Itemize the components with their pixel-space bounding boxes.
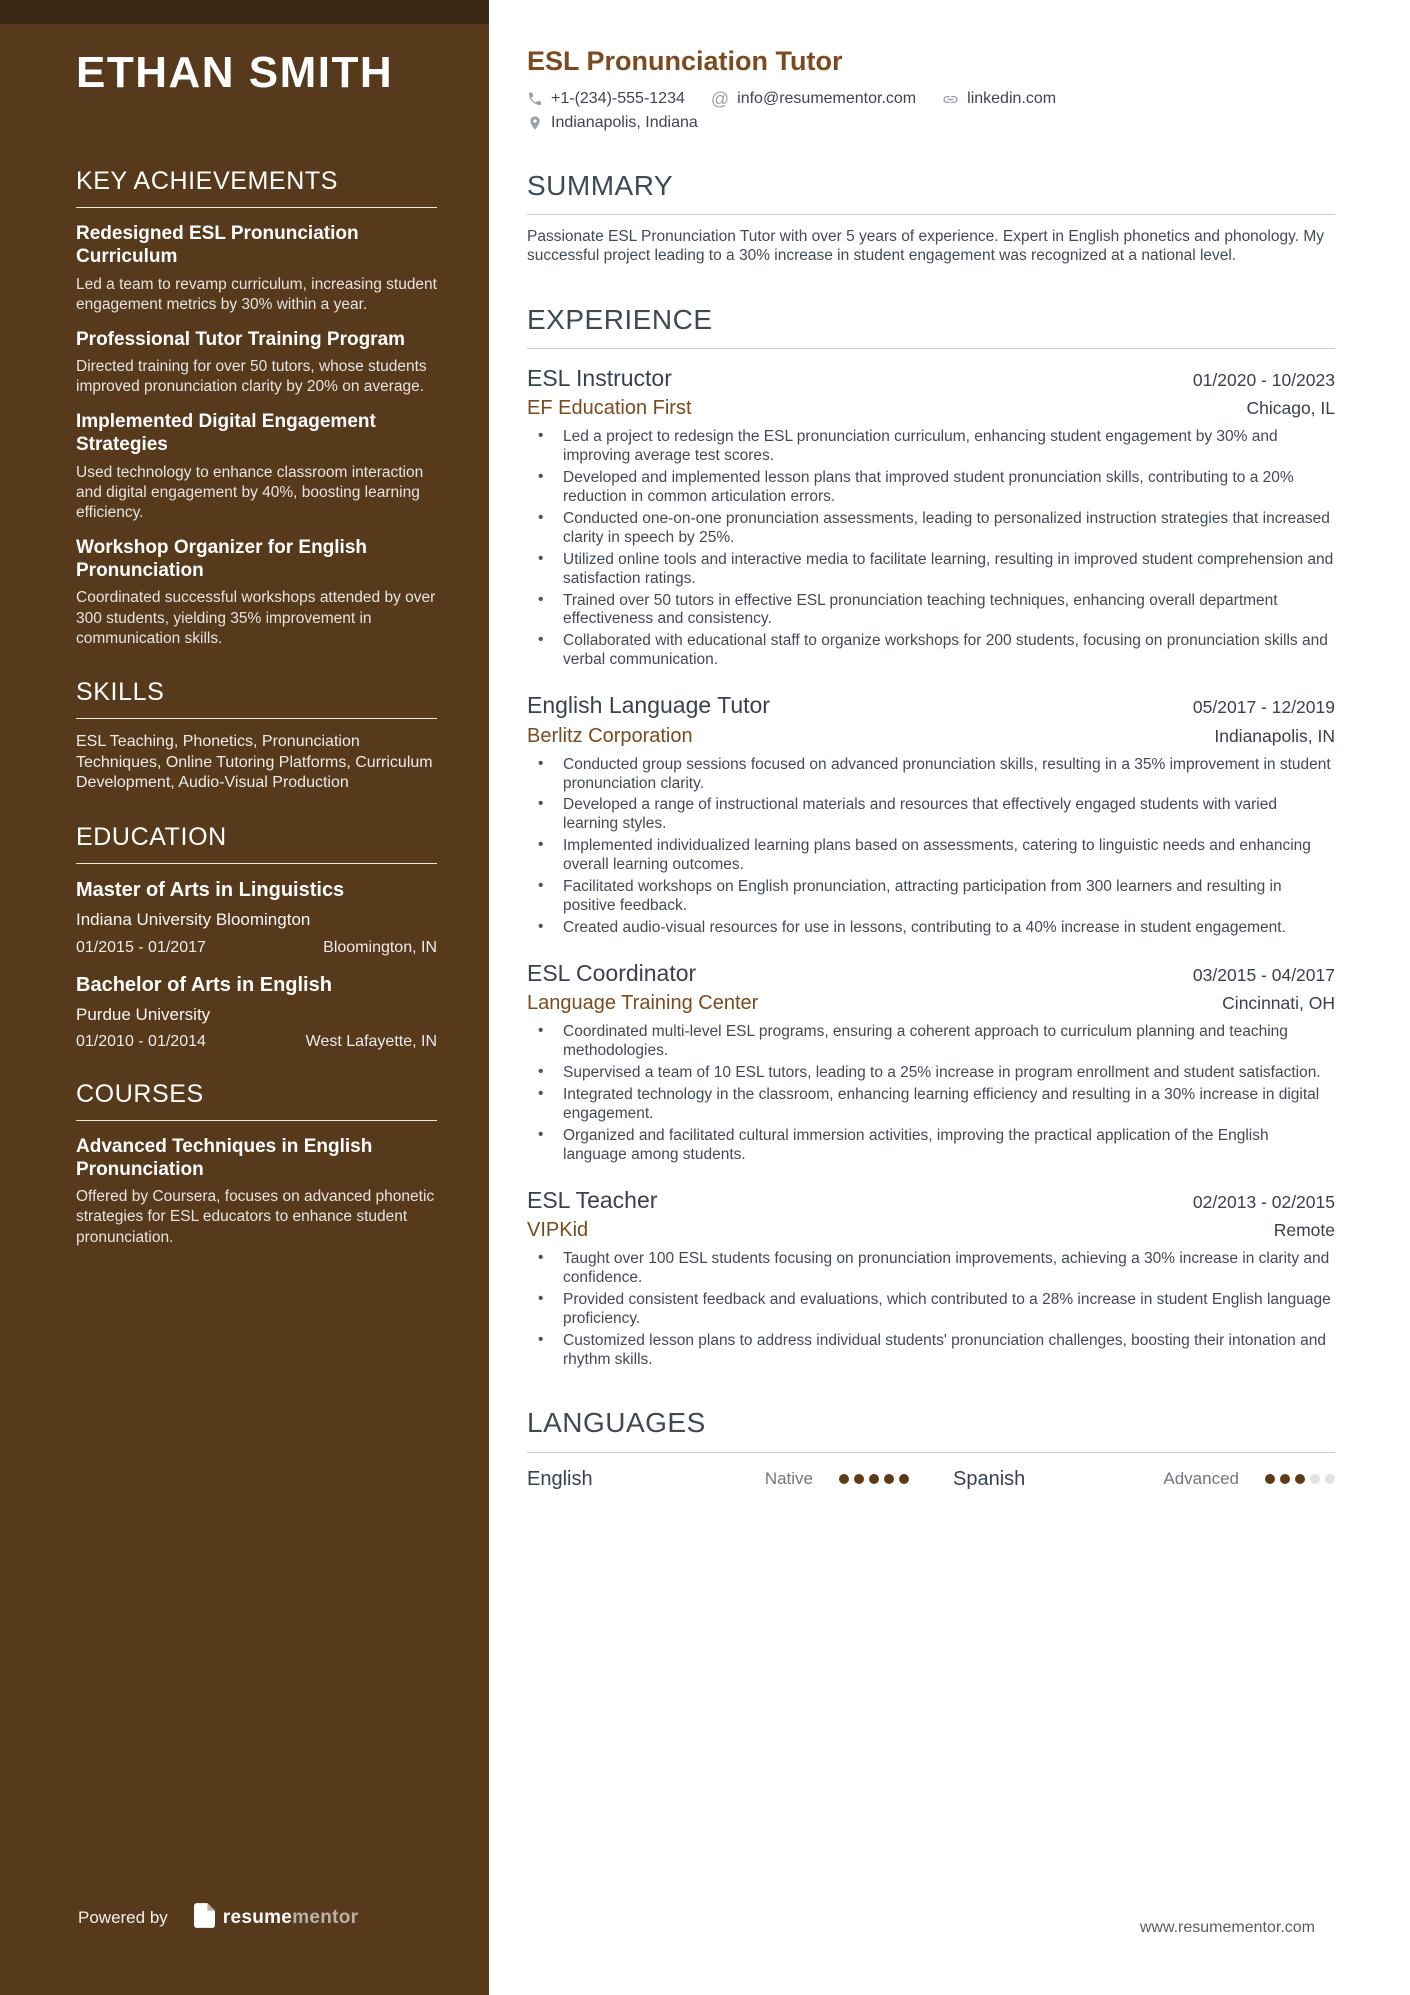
job-company: Language Training Center (527, 992, 759, 1015)
job-bullet: • Taught over 100 ESL students focusing on pronunciation improvements, achieving a 30% increase in clarity and confidence. (527, 1250, 1335, 1288)
contact-row-location (527, 114, 1335, 132)
person-name: ETHAN SMITH (76, 48, 394, 97)
education-section (76, 822, 437, 1051)
phone-icon (527, 91, 543, 107)
phone-number: +1-(234)-555-1234 (551, 90, 685, 108)
job-bullets (527, 428, 1335, 670)
website-url: www.resumementor.com (1139, 1919, 1315, 1936)
language-name: Spanish (953, 1467, 1026, 1490)
sidebar-top-strip (0, 0, 489, 24)
education-school: Purdue University (76, 1004, 211, 1024)
language-item-english (527, 1468, 909, 1491)
section-divider (527, 348, 1335, 349)
course-title: Advanced Techniques in English Pronunciation (76, 1135, 373, 1181)
job-subheader (527, 725, 1335, 748)
job-dates: 01/2020 - 10/2023 (1192, 369, 1335, 390)
job-dates: 05/2017 - 12/2019 (1192, 697, 1335, 718)
section-divider (527, 214, 1335, 215)
proficiency-dot (1280, 1474, 1290, 1484)
education-meta (76, 939, 437, 957)
job-bullet: • Conducted group sessions focused on advanced pronunciation skills, resulting in a 35% improvement in student pronunciation clarity. (527, 756, 1335, 794)
main-content (489, 0, 1410, 1995)
achievement-item (76, 536, 437, 649)
contact-linkedin (942, 90, 1056, 108)
education-degree: Bachelor of Arts in English (76, 973, 332, 996)
job-bullet: • Facilitated workshops on English pronunciation, attracting participation from 300 learners and resulting in positive feedback. (527, 878, 1335, 916)
job-bullet: • Trained over 50 tutors in effective ESL pronunciation teaching techniques, enhancing overall department effectiveness and consistency. (527, 592, 1335, 630)
location-icon (527, 115, 543, 131)
job-bullet: • Developed and implemented lesson plans that improved student pronunciation skills, contributing to a 20% reduction in common articulation errors. (527, 469, 1335, 507)
contact-location (527, 114, 698, 132)
job-header (527, 960, 1335, 986)
achievement-description: Coordinated successful workshops attended by over 300 students, yielding 35% improvement in communication skills. (76, 589, 436, 647)
job-entry (527, 692, 1335, 938)
job-bullet: • Customized lesson plans to address individual students' pronunciation challenges, boosting their intonation and rhythm skills. (527, 1332, 1335, 1370)
job-bullet: • Created audio-visual resources for use in lessons, contributing to a 40% increase in student engagement. (527, 919, 1335, 938)
job-dates: 02/2013 - 02/2015 (1192, 1191, 1335, 1212)
proficiency-dot (839, 1474, 849, 1484)
job-location: Indianapolis, IN (1214, 725, 1335, 746)
proficiency-dot (884, 1474, 894, 1484)
linkedin-url: linkedin.com (967, 90, 1057, 108)
job-bullet: • Provided consistent feedback and evaluations, which contributed to a 28% increase in student English language proficiency. (527, 1291, 1335, 1329)
key-achievements-list (76, 222, 437, 649)
job-bullet: • Led a project to redesign the ESL pronunciation curriculum, enhancing student engagement by 30% and improving average test scores. (527, 428, 1335, 466)
course-description: Offered by Coursera, focuses on advanced phonetic strategies for ESL educators to enhance student pronunciation. (76, 1188, 435, 1246)
job-bullets (527, 756, 1335, 938)
courses-heading: COURSES (76, 1079, 204, 1108)
job-bullet: • Organized and facilitated cultural immersion activities, improving the practical application of the English language among students. (527, 1127, 1335, 1165)
contact-email (711, 90, 916, 108)
proficiency-dot (1265, 1474, 1275, 1484)
courses-list (76, 1135, 437, 1248)
section-divider (527, 1452, 1335, 1453)
job-location: Remote (1273, 1219, 1335, 1240)
language-item-spanish (953, 1468, 1335, 1491)
job-bullet: • Developed a range of instructional materials and resources that effectively engaged students with varied learning styles. (527, 796, 1335, 834)
job-bullet: • Collaborated with educational staff to organize workshops for 200 students, focusing on pronunciation skills and verbal communication. (527, 632, 1335, 670)
job-title: ESL Instructor (527, 364, 672, 391)
job-company: Berlitz Corporation (527, 724, 693, 747)
job-bullets (527, 1250, 1335, 1369)
job-header (527, 692, 1335, 718)
link-icon (942, 91, 959, 108)
contact-row (527, 90, 1335, 108)
language-proficiency-dots (839, 1474, 909, 1484)
education-list (76, 878, 437, 1051)
proficiency-dot (854, 1474, 864, 1484)
achievement-title: Redesigned ESL Pronunciation Curriculum (76, 223, 359, 268)
education-meta (76, 1033, 437, 1051)
job-bullet: • Integrated technology in the classroom, enhancing learning efficiency and resulting in a 30% increase in digital engagement. (527, 1086, 1335, 1124)
job-title: ESL Coordinator (527, 959, 697, 986)
job-header (527, 365, 1335, 391)
email-address: info@resumementor.com (737, 90, 917, 108)
proficiency-dot (899, 1474, 909, 1484)
languages-row (527, 1468, 1335, 1491)
language-level: Advanced (1163, 1469, 1239, 1489)
powered-by-label: Powered by (78, 1908, 168, 1927)
job-subheader (527, 992, 1335, 1015)
job-bullet: • Utilized online tools and interactive media to facilitate learning, resulting in improved student comprehension and satisfaction ratings. (527, 551, 1335, 589)
job-entry (527, 1187, 1335, 1370)
summary-text: Passionate ESL Pronunciation Tutor with over 5 years of experience. Expert in English phonetics and phonology. My successful project leading to a 30% increase in student engagement was recognized at a national level. (527, 228, 1324, 265)
job-location: Cincinnati, OH (1222, 993, 1335, 1014)
key-achievements-section (76, 166, 437, 649)
location-text: Indianapolis, Indiana (551, 114, 698, 132)
job-title: English Language Tutor (527, 692, 770, 719)
sidebar (0, 0, 489, 1995)
language-level: Native (764, 1469, 813, 1489)
education-school: Indiana University Bloomington (76, 910, 311, 930)
section-divider (76, 863, 437, 864)
achievement-item (76, 222, 437, 315)
job-subheader (527, 1219, 1335, 1242)
job-company: EF Education First (527, 397, 692, 420)
language-proficiency-dots (1265, 1474, 1335, 1484)
education-item (76, 878, 437, 956)
job-header (527, 1187, 1335, 1213)
job-bullet: • Supervised a team of 10 ESL tutors, leading to a 25% increase in program enrollment and student satisfaction. (527, 1064, 1335, 1083)
achievement-description: Used technology to enhance classroom interaction and digital engagement by 40%, boosting learning efficiency. (76, 463, 424, 521)
skills-text: ESL Teaching, Phonetics, Pronunciation Techniques, Online Tutoring Platforms, Curriculum Development, Audio-Visual Production (76, 732, 433, 792)
job-location: Chicago, IL (1246, 398, 1335, 419)
proficiency-dot (1325, 1474, 1335, 1484)
education-item (76, 973, 437, 1051)
job-bullet: • Implemented individualized learning plans based on assessments, catering to linguistic needs and enhancing overall learning outcomes. (527, 837, 1335, 875)
education-degree: Master of Arts in Linguistics (76, 879, 345, 902)
achievement-title: Professional Tutor Training Program (76, 328, 406, 350)
course-item (76, 1135, 437, 1248)
achievement-description: Directed training for over 50 tutors, whose students improved pronunciation clarity by 20% on average. (76, 357, 427, 396)
education-dates: 01/2010 - 01/2014 (76, 1032, 206, 1050)
languages-heading: LANGUAGES (527, 1407, 706, 1439)
at-icon: @ (710, 89, 730, 110)
jobs-list (527, 365, 1335, 1370)
courses-section (76, 1079, 437, 1248)
section-divider (76, 207, 437, 208)
proficiency-dot (1295, 1474, 1305, 1484)
key-achievements-heading: KEY ACHIEVEMENTS (76, 167, 338, 196)
achievement-item (76, 328, 437, 397)
achievement-description: Led a team to revamp curriculum, increasing student engagement metrics by 30% within a year. (76, 275, 437, 313)
language-name: English (527, 1467, 593, 1490)
achievement-title: Workshop Organizer for English Pronunciation (76, 537, 368, 582)
summary-heading: SUMMARY (527, 170, 674, 202)
proficiency-dot (1310, 1474, 1320, 1484)
education-location: Bloomington, IN (323, 938, 437, 956)
proficiency-dot (869, 1474, 879, 1484)
experience-section (527, 304, 1335, 1370)
job-dates: 03/2015 - 04/2017 (1192, 964, 1335, 985)
job-bullets (527, 1023, 1335, 1164)
resumementor-logo-icon (194, 1903, 215, 1933)
contact-phone (527, 90, 685, 108)
experience-heading: EXPERIENCE (527, 303, 713, 335)
powered-by-footer (78, 1903, 358, 1933)
languages-section (527, 1407, 1335, 1490)
wordmark-mentor: mentor (292, 1907, 359, 1928)
skills-section (76, 677, 437, 794)
education-dates: 01/2015 - 01/2017 (76, 938, 206, 956)
achievement-item (76, 410, 437, 523)
job-bullet: • Conducted one-on-one pronunciation assessments, leading to personalized instruction strategies that increased clarity in speech by 25%. (527, 510, 1335, 548)
resumementor-logo (194, 1903, 359, 1933)
job-bullet: • Coordinated multi-level ESL programs, ensuring a coherent approach to curriculum planning and teaching methodologies. (527, 1023, 1335, 1061)
job-entry (527, 365, 1335, 670)
education-heading: EDUCATION (76, 823, 227, 852)
job-title: ESL Teacher (527, 1186, 658, 1213)
wordmark-resume: resume (222, 1907, 293, 1928)
section-divider (76, 718, 437, 719)
resumementor-wordmark (223, 1907, 359, 1929)
job-subheader (527, 397, 1335, 420)
education-location: West Lafayette, IN (305, 1032, 437, 1050)
skills-heading: SKILLS (76, 677, 165, 706)
job-company: VIPKid (527, 1218, 589, 1241)
job-headline: ESL Pronunciation Tutor (527, 46, 843, 76)
summary-section (527, 170, 1335, 266)
section-divider (76, 1120, 437, 1121)
achievement-title: Implemented Digital Engagement Strategies (76, 411, 376, 456)
job-entry (527, 960, 1335, 1165)
